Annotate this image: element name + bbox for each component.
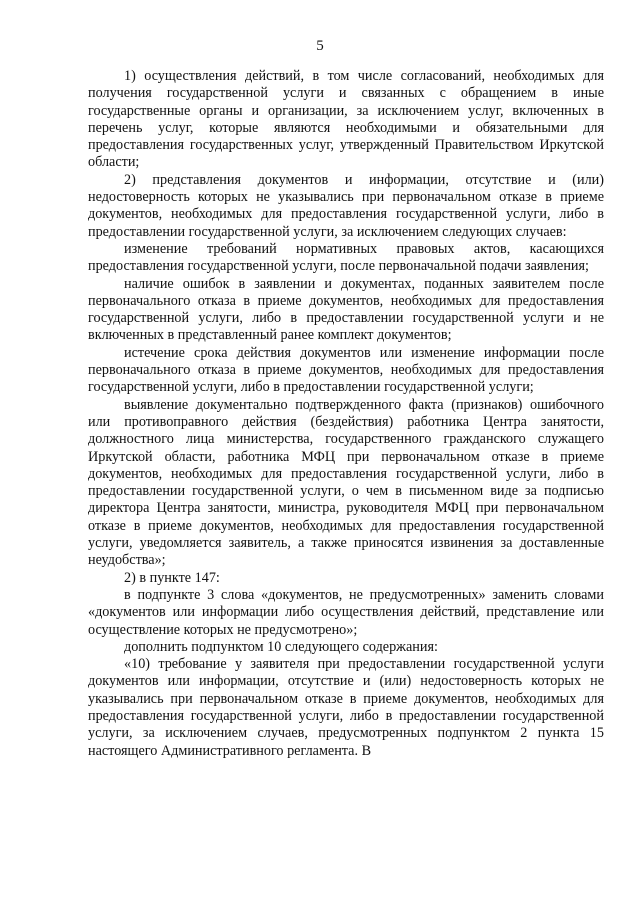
paragraph-exception-errors: наличие ошибок в заявлении и документах, поданных заявителем после первоначального отказа в приеме документов, необходимых для предоставления государственной услуги, либо в предоставлении государственной услуги и не включенных в представленный ранее комплект документов; [88,275,604,344]
document-body [88,68,604,760]
paragraph-subitem-3-replace: в подпункте 3 слова «документов, не предусмотренных» заменить словами «документов или информации либо осуществления действий, представление или осуществление которых не предусмотрено»; [88,586,604,638]
paragraph-exception-law-change: изменение требований нормативных правовых актов, касающихся предоставления государственной услуги, после первоначальной подачи заявления; [88,240,604,275]
paragraph-exception-expiry: истечение срока действия документов или изменение информации после первоначального отказа в приеме документов, необходимых для предоставления государственной услуги, либо в предоставлении государственной услуги; [88,344,604,396]
paragraph-subitem-2: 2) представления документов и информации, отсутствие и (или) недостоверность которых не указывались при первоначальном отказе в приеме документов, необходимых для предоставления государственной услуги, либо в предоставлении государственной услуги, за исключением следующих случаев: [88,171,604,240]
paragraph-add-subitem-10: дополнить подпунктом 10 следующего содержания: [124,638,438,655]
paragraph-exception-misconduct: выявление документально подтвержденного факта (признаков) ошибочного или противоправного действия (бездействия) работника Центра занятости, должностного лица министерства, государственного гражданского служащего Иркутской области, работника МФЦ при первоначальном отказе в приеме документов, необходимых для предоставления государственной услуги, либо в предоставлении государственной услуги, о чем в письменном виде за подписью директора Центра занятости, министра, руководителя МФЦ при первоначальном отказе в приеме документов, необходимых для предоставления государственной услуги, уведомляется заявитель, а также приносятся извинения за доставленные неудобства»; [88,396,604,569]
paragraph-subitem-10-text: «10) требование у заявителя при предоставлении государственной услуги документов или информации, отсутствие и (или) недостоверность которых не указывались при первоначальном отказе в приеме документов, необходимых для предоставления государственной услуги, либо в предоставлении государственной услуги, за исключением случаев, предусмотренных подпунктом 2 пункта 15 настоящего Административного регламента. В [88,656,604,759]
paragraph-point-147: 2) в пункте 147: [124,569,220,586]
paragraph-subitem-1: 1) осуществления действий, в том числе согласований, необходимых для получения государственной услуги и связанных с обращением в иные государственные органы и организации, за исключением услуг, включенных в перечень услуг, которые являются необходимыми и обязательными для предоставления государственных услуг, утвержденный Правительством Иркутской области; [88,68,604,171]
page-number: 5 [316,38,324,54]
